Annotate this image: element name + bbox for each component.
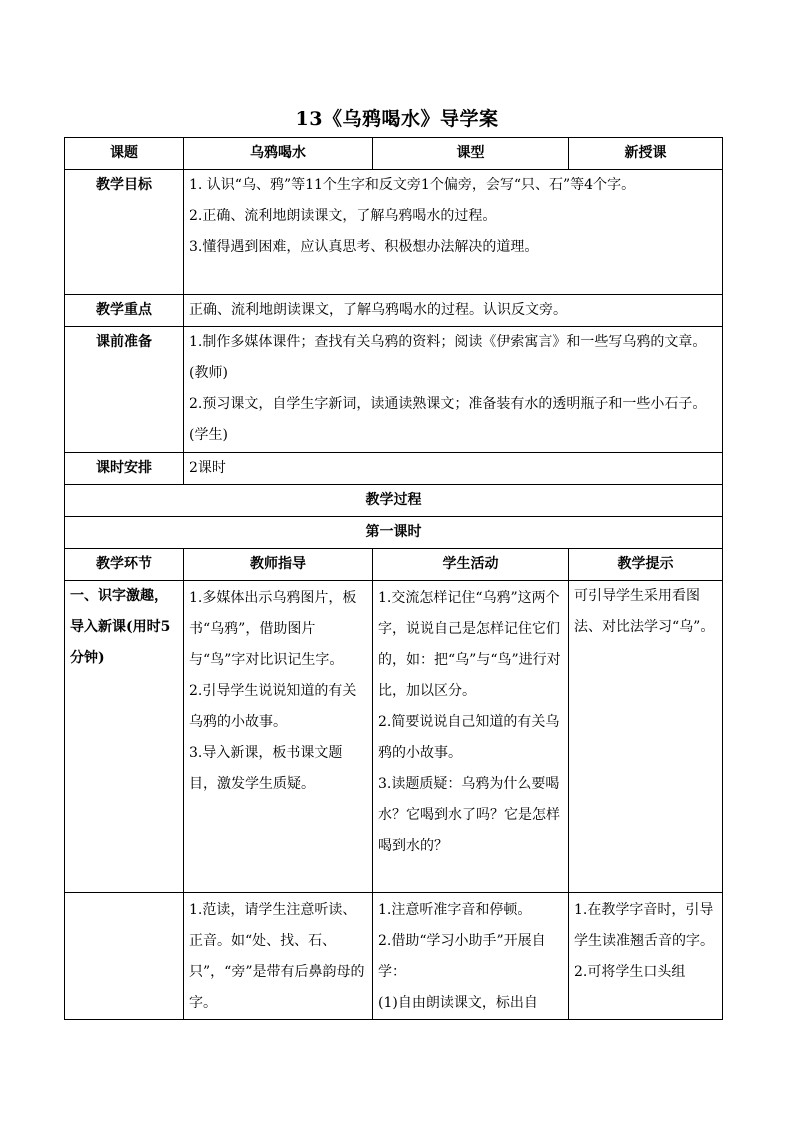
step1-student-line: 2.简要说说自己知道的有关乌鸦的小故事。	[378, 714, 560, 761]
col-step: 教学环节	[65, 549, 184, 581]
process-title: 教学过程	[65, 485, 723, 517]
schedule-label: 课时安排	[65, 453, 184, 485]
step2-teacher-line: 1.范读，请学生注意听读、正音。如“处、找、石、只”，“旁”是带有后鼻韵母的字。	[189, 902, 365, 1011]
header-row	[65, 138, 723, 170]
col-student: 学生活动	[373, 549, 569, 581]
prep-line: 1.制作多媒体课件；查找有关乌鸦的资料；阅读《伊索寓言》和一些写乌鸦的文章。(教师)	[189, 334, 707, 381]
step1-teacher	[184, 581, 373, 893]
goal-line: 1. 认识“乌、鸦”等11个生字和反文旁1个偏旁，会写“只、石”等4个字。	[189, 177, 636, 193]
step2-student-line: 1.注意听准字音和停顿。	[378, 902, 532, 918]
schedule-content: 2课时	[184, 453, 723, 485]
lesson-title: 第一课时	[65, 517, 723, 549]
header-type-value: 新授课	[569, 138, 723, 170]
step1-student-line: 3.读题质疑：乌鸦为什么要喝水？它喝到水了吗？它是怎样喝到水的？	[378, 776, 560, 854]
step2-student-line: 2.借助“学习小助手”开展自学：	[378, 933, 546, 980]
col-tip: 教学提示	[569, 549, 723, 581]
col-teacher: 教师指导	[184, 549, 373, 581]
header-topic-label: 课题	[65, 138, 184, 170]
key-content: 正确、流利地朗读课文，了解乌鸦喝水的过程。认识反文旁。	[184, 295, 723, 327]
step2-tip-line: 1.在教学字音时，引导学生读准翘舌音的字。	[574, 902, 714, 949]
step1-teacher-line: 2.引导学生说说知道的有关乌鸦的小故事。	[189, 683, 357, 730]
schedule-row	[65, 453, 723, 485]
goal-line: 2.正确、流利地朗读课文，了解乌鸦喝水的过程。	[189, 208, 497, 224]
step1-student	[373, 581, 569, 893]
step1-teacher-line: 1.多媒体出示乌鸦图片，板书“乌鸦”，借助图片与“鸟”字对比识记生字。	[189, 590, 357, 668]
step2-tip	[569, 893, 723, 1020]
step2-tip-line: 2.可将学生口头组	[574, 964, 686, 980]
columns-row	[65, 549, 723, 581]
header-type-label: 课型	[373, 138, 569, 170]
process-title-row	[65, 485, 723, 517]
key-label: 教学重点	[65, 295, 184, 327]
key-row	[65, 295, 723, 327]
goals-content	[184, 170, 723, 295]
page-title: 13《乌鸦喝水》导学案	[295, 108, 499, 130]
header-topic-value: 乌鸦喝水	[184, 138, 373, 170]
goals-label: 教学目标	[65, 170, 184, 295]
step1-row	[65, 581, 723, 893]
step1-label: 一、识字激趣，导入新课(用时5分钟)	[65, 581, 184, 893]
prep-row	[65, 327, 723, 453]
step2-student-line: (1)自由朗读课文，标出自	[378, 995, 538, 1011]
prep-line: 2.预习课文，自学生字新词，读通读熟课文；准备装有水的透明瓶子和一些小石子。(学生)	[189, 396, 707, 443]
step1-student-line: 1.交流怎样记住“乌鸦”这两个 字，说说自己是怎样记住它们的，如：把“乌”与“鸟”进行对比，加以区分。	[378, 590, 561, 699]
step2-label	[65, 893, 184, 1020]
prep-content	[184, 327, 723, 453]
step2-teacher	[184, 893, 373, 1020]
goals-row	[65, 170, 723, 295]
prep-label: 课前准备	[65, 327, 184, 453]
step1-teacher-line: 3.导入新课，板书课文题目，激发学生质疑。	[189, 745, 343, 792]
lesson-title-row	[65, 517, 723, 549]
goal-line: 3.懂得遇到困难，应认真思考、积极想办法解决的道理。	[189, 239, 539, 255]
step2-student	[373, 893, 569, 1020]
lesson-plan-table	[64, 137, 723, 1020]
step1-tip: 可引导学生采用看图法、对比法学习“乌”。	[569, 581, 723, 893]
step2-row	[65, 893, 723, 1020]
